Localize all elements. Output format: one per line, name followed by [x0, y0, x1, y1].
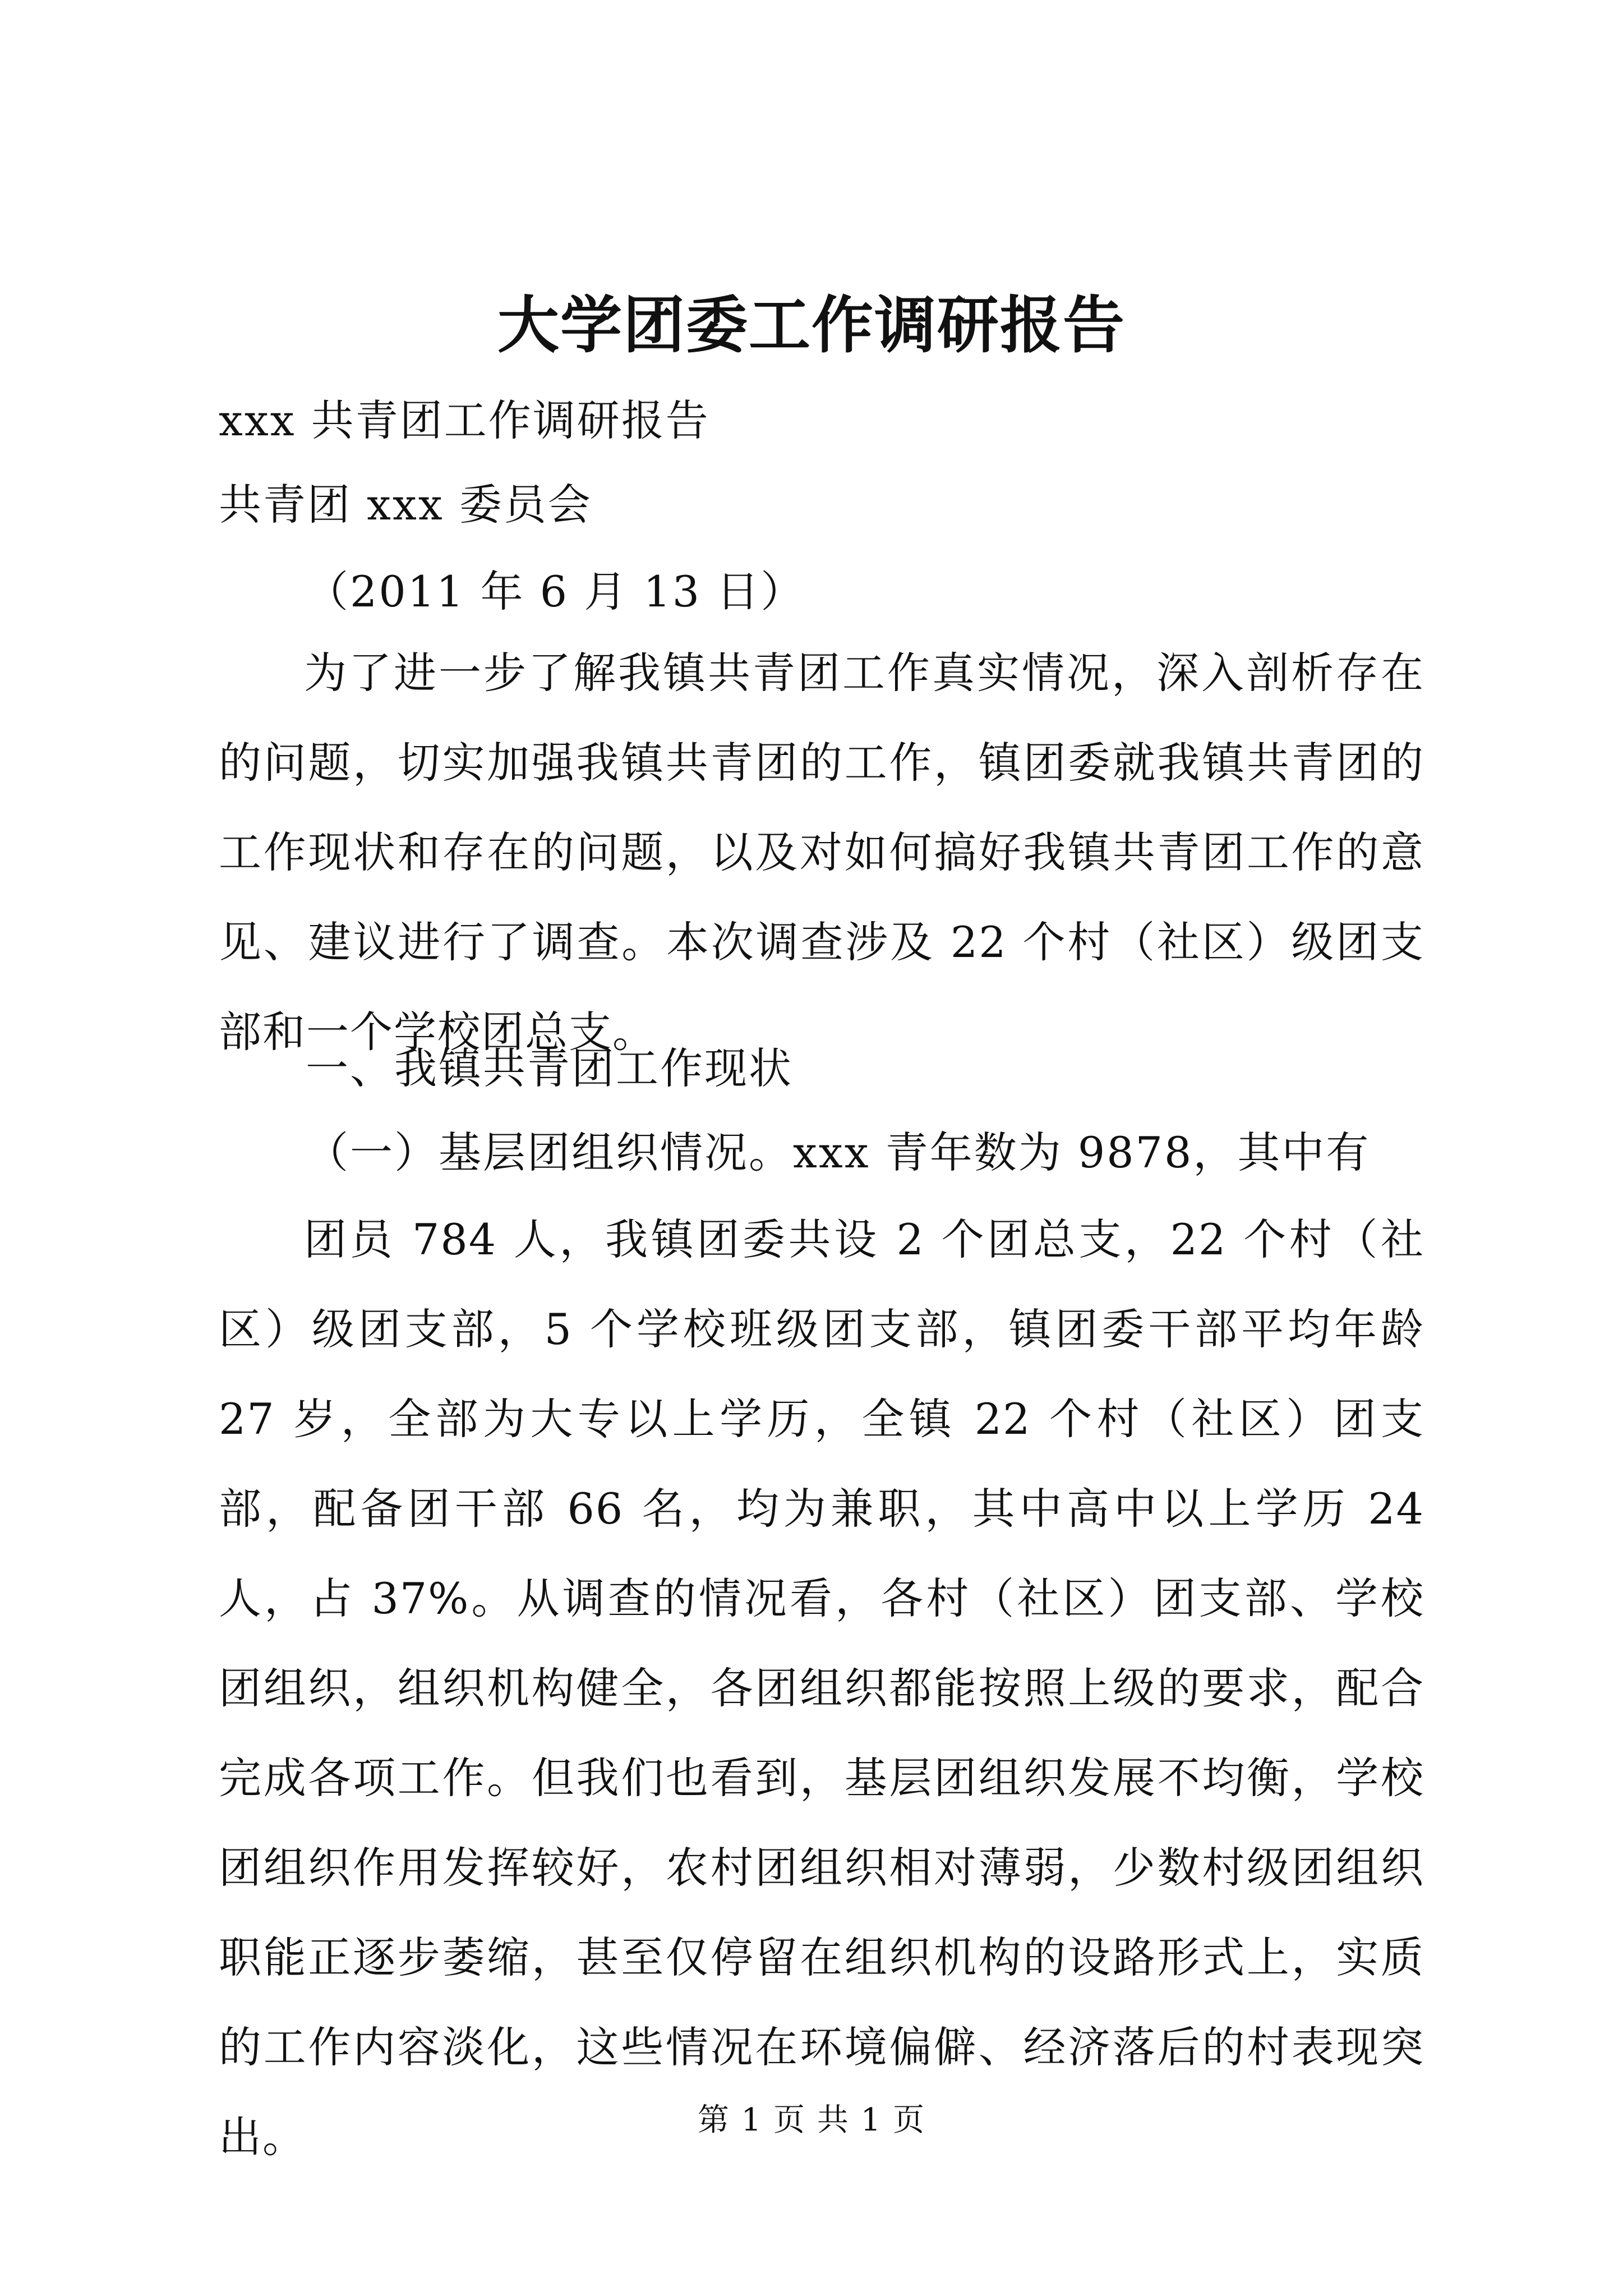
report-author: 共青团 xxx 委员会 [219, 480, 592, 530]
intro-paragraph: 为了进一步了解我镇共青团工作真实情况，深入剖析存在的问题，切实加强我镇共青团的工作，镇团委就我镇共青团的工作现状和存在的问题，以及对如何搞好我镇共青团工作的意见、建议进行了调查。本次调查涉及 22 个村（社区）级团支部和一个学校团总支。 [219, 648, 1424, 1057]
document-title: 大学团委工作调研报告 [497, 289, 1126, 361]
subsection-heading: （一）基层团组织情况。xxx 青年数为 9878，其中有 [306, 1128, 1371, 1177]
section-heading: 一、我镇共青团工作现状 [306, 1043, 793, 1093]
report-date: （2011 年 6 月 13 日） [306, 567, 805, 616]
body-paragraph: 团员 784 人，我镇团委共设 2 个团总支，22 个村（社区）级团支部，5 个学校班级团支部，镇团委干部平均年龄 27 岁，全部为大专以上学历，全镇 22 个村（社区）团支部，配备团干部 66 名，均为兼职，其中高中以上学历 24 人，占 37%。从调查的情况看，各村（社区）团支部、学校团组织，组织机构健全，各团组织都能按照上级的要求，配合完成各项工作。但我们也看到，基层团组织发展不均衡，学校团组织作用发挥较好，农村团组织相对薄弱，少数村级团组织职能正逐步萎缩，甚至仅停留在组织机构的设路形式上，实质的工作内容淡化，这些情况在环境偏僻、经济落后的村表现突出。 [219, 1214, 1424, 2162]
page-footer: 第 1 页 共 1 页 [697, 2102, 926, 2138]
report-subtitle: xxx 共青团工作调研报告 [219, 395, 710, 445]
